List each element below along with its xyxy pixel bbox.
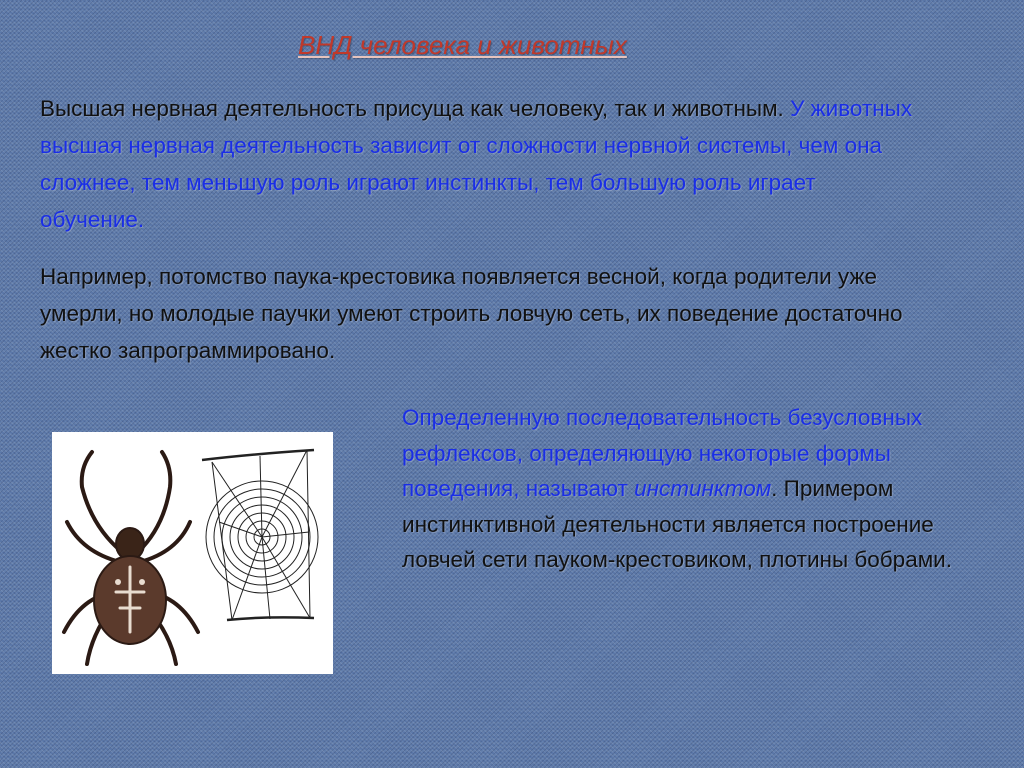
paragraph-instinct	[402, 400, 992, 578]
spider-icon	[64, 452, 198, 664]
paragraph-example: Например, потомство паука-крестовика появляется весной, когда родители уже умерли, но молодые паучки умеют строить ловчую сеть, их поведение достаточно жестко запрограммировано.	[40, 264, 903, 363]
slide-title: ВНД человека и животных	[298, 30, 627, 60]
paragraph-intro	[40, 90, 920, 238]
paragraph-intro-blue: У животных высшая нервная деятельность зависит от сложности нервной системы, чем она сложнее, тем меньшую роль играют инстинкты, тем большую роль играет обучение.	[40, 96, 913, 232]
paragraph-instinct-definition: Определенную последовательность безусловных рефлексов, определяющую некоторые формы поведения, называют	[402, 405, 923, 501]
paragraph-instinct-example: . Примером инстинктивной деятельности является построение ловчей сети пауком-крестовиком, плотины бобрами.	[402, 476, 952, 572]
paragraph-intro-black: Высшая нервная деятельность присуща как человеку, так и животным.	[40, 96, 791, 121]
instinct-term: инстинктом	[634, 476, 772, 501]
spider-illustration	[52, 432, 333, 674]
spider-web-icon	[202, 450, 318, 620]
